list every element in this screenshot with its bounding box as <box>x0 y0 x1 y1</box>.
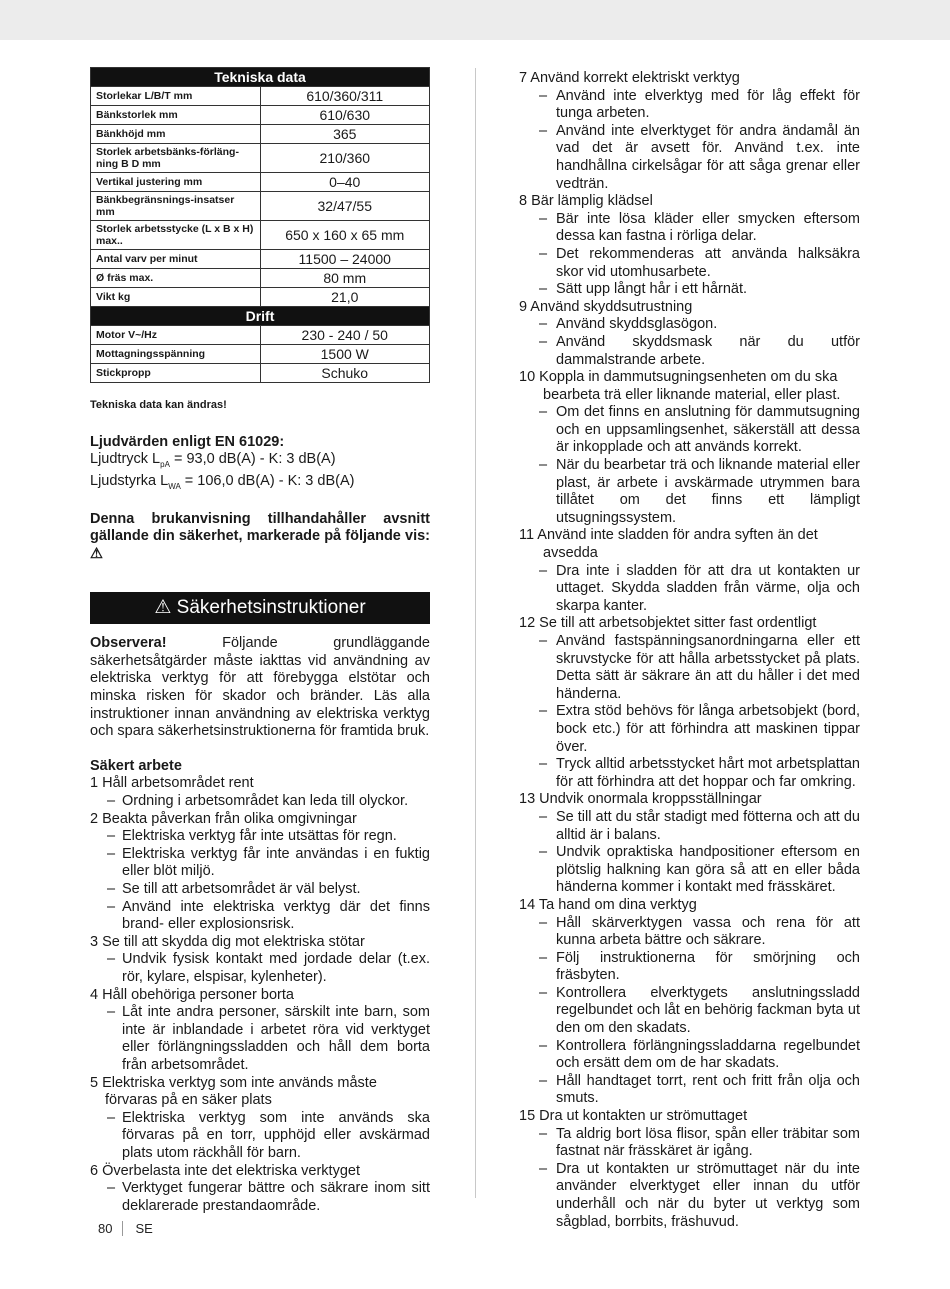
dash-bullet: – <box>539 914 548 931</box>
instruction-heading: 15 Dra ut kontakten ur strömuttaget <box>519 1108 748 1125</box>
instruction-point-text: Dra inte i sladden för att dra ut kontakten ur uttaget. Skydda sladden från värme, olja och skarpa kanter. <box>556 562 860 614</box>
spec-value: 650 x 160 x 65 mm <box>260 221 430 250</box>
safety-heading-bar <box>90 592 430 624</box>
instruction-point <box>519 633 860 703</box>
instruction-item <box>519 615 860 791</box>
table-row <box>91 106 430 125</box>
language-code: SE <box>135 1221 153 1236</box>
instruction-point-text: Dra ut kontakten ur strömuttaget när du inte använder elverktyget eller innan du utför underhåll och när du byter ut verktyg som sågblad, borrbits, fräshuvud. <box>556 1160 860 1230</box>
table-row <box>91 326 430 345</box>
spec-label: Motor V~/Hz <box>91 326 261 345</box>
instruction-point <box>90 881 430 899</box>
instruction-heading: 10 Koppla in dammutsugningsenheten om du ska bearbeta trä eller liknande material, eller plast. <box>519 369 841 403</box>
instruction-point <box>90 1004 430 1074</box>
instruction-point <box>90 828 430 846</box>
instruction-point <box>519 844 860 897</box>
instruction-point <box>519 246 860 281</box>
dash-bullet: – <box>539 844 548 861</box>
safety-heading: Säkerhetsinstruktioner <box>176 597 366 619</box>
instruction-point-text: Om det finns en anslutning för dammutsugning och en uppsamlingsenhet, säkerställ att dessa är inkopplade och att används korrekt. <box>556 404 860 456</box>
dash-bullet: – <box>107 951 116 968</box>
instruction-point-text: Låt inte andra personer, särskilt inte barn, som inte är inblandade i arbetet röra vid verktyget eller förlängningssladden och håll dem borta från arbetsområdet. <box>122 1004 430 1073</box>
dash-bullet: – <box>107 898 116 915</box>
instruction-point <box>519 334 860 369</box>
instruction-point-text: Bär inte lösa kläder eller smycken eftersom dessa kan fastna i rörliga delar. <box>556 210 860 245</box>
instruction-point <box>519 950 860 985</box>
instruction-point-text: Använd skyddsglasögon. <box>556 316 718 333</box>
page-footer <box>98 1221 153 1236</box>
instruction-point-text: Håll skärverktygen vassa och rena för att kunna arbeta bättre och säkrare. <box>556 914 860 949</box>
instruction-point-text: När du bearbetar trä och liknande material eller plast, är arbete i avskärmade utrymmen bara tillåtet om det finns ett lämpligt utsugningssystem. <box>556 457 860 526</box>
instruction-point-text: Använd inte elverktyget för andra ändamål än vad det är avsett för. Använd t.ex. inte handhållna cirkelsågar för att såga grenar eller vedträn. <box>556 122 860 192</box>
warning-triangle-icon: ⚠ <box>154 597 172 619</box>
spec-label: Ø fräs max. <box>91 269 261 288</box>
dash-bullet: – <box>539 1125 548 1142</box>
dash-bullet: – <box>539 984 548 1001</box>
instruction-point <box>519 1126 860 1161</box>
table-row <box>91 144 430 173</box>
spec-label: Vikt kg <box>91 288 261 307</box>
table-row <box>91 173 430 192</box>
spec-label: Bänkstorlek mm <box>91 106 261 125</box>
instruction-point-text: Elektriska verktyg som inte används ska förvaras på en torr, upphöjd eller avskärmad plats utom räckhåll för barn. <box>122 1109 430 1161</box>
instruction-item <box>519 1108 860 1231</box>
instruction-point <box>90 846 430 881</box>
dash-bullet: – <box>539 756 548 773</box>
spec-label: Antal varv per minut <box>91 250 261 269</box>
dash-bullet: – <box>539 87 548 104</box>
instruction-item <box>519 369 860 527</box>
instruction-item <box>519 791 860 897</box>
dash-bullet: – <box>107 793 116 810</box>
dash-bullet: – <box>539 949 548 966</box>
instruction-point-text: Elektriska verktyg får inte användas i en fuktig eller blöt miljö. <box>122 845 430 880</box>
spec-value: 80 mm <box>260 269 430 288</box>
dash-bullet: – <box>539 333 548 350</box>
dash-bullet: – <box>539 210 548 227</box>
instruction-point <box>519 563 860 616</box>
table-heading: Tekniska data <box>91 68 430 87</box>
instruction-heading: 3 Se till att skydda dig mot elektriska stötar <box>90 933 365 950</box>
sound-power: Ljudstyrka $L_{WA} = 106,0$ dB(A) - K: 3 dB(A) <box>90 473 355 492</box>
instruction-item <box>90 1163 430 1216</box>
dash-bullet: – <box>539 281 548 298</box>
instruction-item <box>90 934 430 987</box>
table-row <box>91 87 430 106</box>
instruction-heading: 5 Elektriska verktyg som inte används måste förvaras på en säker plats <box>90 1074 377 1109</box>
instruction-point-text: Se till att du står stadigt med fötterna och att du alltid är i balans. <box>556 808 860 843</box>
instruction-heading: 4 Håll obehöriga personer borta <box>90 986 294 1003</box>
dash-bullet: – <box>107 881 116 897</box>
dash-bullet: – <box>539 1037 548 1054</box>
instruction-point-text: Sätt upp långt hår i ett hårnät. <box>556 281 748 298</box>
technical-data-table <box>90 67 430 383</box>
instruction-point-text: Se till att arbetsområdet är väl belyst. <box>122 881 361 897</box>
instruction-heading: 9 Använd skyddsutrustning <box>519 298 693 315</box>
instruction-point <box>519 404 860 457</box>
instruction-point <box>90 899 430 934</box>
right-instruction-list <box>519 70 860 1231</box>
table-header-row <box>91 68 430 87</box>
instruction-heading: 12 Se till att arbetsobjektet sitter fast ordentligt <box>519 615 817 632</box>
instruction-point <box>519 915 860 950</box>
instruction-heading: 8 Bär lämplig klädsel <box>519 193 653 210</box>
dash-bullet: – <box>539 1072 548 1089</box>
dash-bullet: – <box>107 845 116 862</box>
right-column <box>519 70 860 1231</box>
instruction-point-text: Verktyget fungerar bättre och säkrare inom sitt deklarerade prestandaområde. <box>122 1180 430 1214</box>
instruction-point <box>90 1180 430 1215</box>
instruction-point-text: Använd inte elektriska verktyg där det finns brand- eller explosionsrisk. <box>122 898 430 933</box>
table-row <box>91 192 430 221</box>
instruction-point <box>519 88 860 123</box>
instruction-point-text: Tryck alltid arbetsstycket hårt mot arbetsplattan för att förhindra att det hoppar och far omkring. <box>556 756 860 790</box>
instruction-point <box>519 1161 860 1231</box>
dash-bullet: – <box>107 828 116 845</box>
instruction-point <box>519 316 860 334</box>
spec-value: 610/360/311 <box>260 87 430 106</box>
instruction-item <box>90 987 430 1075</box>
instruction-point <box>90 793 430 811</box>
spec-label: Stickpropp <box>91 364 261 383</box>
spec-value: Schuko <box>260 364 430 383</box>
instruction-point-text: Elektriska verktyg får inte utsättas för regn. <box>122 828 397 845</box>
left-instruction-list <box>90 775 430 1215</box>
instruction-point-text: Kontrollera förlängningssladdarna regelbundet och ersätt dem om de har skadats. <box>556 1037 860 1072</box>
instruction-item <box>90 811 430 934</box>
instruction-point-text: Extra stöd behövs för långa arbetsobjekt (bord, bock etc.) för att förhindra att maskinen tippar över. <box>556 703 860 755</box>
instruction-point <box>519 1038 860 1073</box>
top-band <box>0 0 950 40</box>
dash-bullet: – <box>539 703 548 720</box>
instruction-point <box>519 211 860 246</box>
instruction-point-text: Kontrollera elverktygets anslutningssladd regelbundet och låt en behörig fackman byta ut den om den skadats. <box>556 984 860 1037</box>
instruction-point-text: Använd fastspänningsanordningarna eller ett skruvstycke för att hålla arbetsstycket på plats. Detta sätt är säkrare än att du håller i det med händerna. <box>556 633 860 702</box>
table-row <box>91 345 430 364</box>
instruction-item <box>519 897 860 1108</box>
spec-label: Bänkbegränsnings-insatser mm <box>91 192 261 221</box>
column-divider <box>475 68 476 1198</box>
instruction-point-text: Ta aldrig bort lösa flisor, spån eller träbitar som fastnat när frässkäret är igång. <box>556 1125 860 1160</box>
instruction-item <box>90 1075 430 1163</box>
table-row <box>91 125 430 144</box>
table-row <box>91 221 430 250</box>
instruction-item <box>90 775 430 810</box>
instruction-point <box>519 1073 860 1108</box>
dash-bullet: – <box>539 562 548 579</box>
instruction-point-text: Det rekommenderas att använda halksäkra skor vid utomhusarbete. <box>556 245 860 280</box>
instruction-heading: 6 Överbelasta inte det elektriska verktyget <box>90 1162 360 1179</box>
dash-bullet: – <box>107 1004 116 1021</box>
instruction-point-text: Undvik fysisk kontakt med jordade delar (t.ex. rör, kylare, elspisar, kylenheter). <box>122 951 430 985</box>
instruction-heading: 2 Beakta påverkan från olika omgivningar <box>90 810 357 827</box>
dash-bullet: – <box>539 808 548 825</box>
spec-value: 230 - 240 / 50 <box>260 326 430 345</box>
dash-bullet: – <box>539 633 548 649</box>
instruction-item <box>519 70 860 193</box>
instruction-point <box>519 703 860 756</box>
spec-value: 210/360 <box>260 144 430 173</box>
table-row <box>91 269 430 288</box>
sound-pressure: Ljudtryck $L_{pA} = 93,0$ dB(A) - K: 3 dB(A) <box>90 451 336 469</box>
spec-value: 21,0 <box>260 288 430 307</box>
dash-bullet: – <box>107 1109 116 1126</box>
instruction-point-text: Använd inte elverktyg med för låg effekt för tunga arbeten. <box>556 87 860 122</box>
instruction-point <box>519 985 860 1038</box>
instruction-heading: 11 Använd inte sladden för andra syften än det avsedda <box>519 527 818 562</box>
instruction-item <box>519 193 860 299</box>
spec-label: Bänkhöjd mm <box>91 125 261 144</box>
dash-bullet: – <box>539 122 548 139</box>
spec-value: 32/47/55 <box>260 192 430 221</box>
dash-bullet: – <box>539 404 548 421</box>
safety-intro-text: Denna brukanvisning tillhandahåller avsnitt gällande din säkerhet, markerade på följande vis: ⚠ <box>90 510 430 562</box>
safe-work-heading: Säkert arbete <box>90 757 182 774</box>
spec-value: 365 <box>260 125 430 144</box>
table-header-row <box>91 307 430 326</box>
dash-bullet: – <box>539 1160 548 1177</box>
observe-paragraph: Observera! Följande grundläggande säkerhetsåtgärder måste iakttas vid användning av elektriska verktyg för att förebygga elstötar och minska risken för skador och bränder. Läs alla instruktioner innan användning av elektriska verktyg och spara säkerhetsinstruktionerna för framtida bruk. <box>90 635 430 740</box>
instruction-item <box>519 527 860 615</box>
dash-bullet: – <box>539 245 548 262</box>
spec-value: 0–40 <box>260 173 430 192</box>
instruction-point <box>519 809 860 844</box>
instruction-point <box>519 123 860 193</box>
dash-bullet: – <box>107 1180 116 1197</box>
spec-value: 1500 W <box>260 345 430 364</box>
table-row <box>91 288 430 307</box>
instruction-point <box>519 756 860 791</box>
instruction-point <box>90 1110 430 1163</box>
instruction-point-text: Ordning i arbetsområdet kan leda till olyckor. <box>122 793 409 810</box>
sound-values-heading: Ljudvärden enligt EN 61029: <box>90 434 285 450</box>
spec-label: Storlekar L/B/T mm <box>91 87 261 106</box>
instruction-heading: 13 Undvik onormala kroppsställningar <box>519 791 762 808</box>
page-number: 80 <box>98 1221 123 1236</box>
spec-label: Storlek arbetsstycke (L x B x H) max.. <box>91 221 261 250</box>
instruction-heading: 14 Ta hand om dina verktyg <box>519 896 697 913</box>
instruction-point-text: Använd skyddsmask när du utför dammalstrande arbete. <box>556 333 860 368</box>
spec-label: Vertikal justering mm <box>91 173 261 192</box>
spec-label: Storlek arbetsbänks-förläng-ning B D mm <box>91 144 261 173</box>
spec-label: Mottagningsspänning <box>91 345 261 364</box>
spec-value: 610/630 <box>260 106 430 125</box>
dash-bullet: – <box>539 457 548 474</box>
instruction-point <box>519 281 860 299</box>
instruction-point <box>90 951 430 986</box>
change-note: Tekniska data kan ändras! <box>90 399 227 411</box>
instruction-heading: 7 Använd korrekt elektriskt verktyg <box>519 70 740 86</box>
table-row <box>91 364 430 383</box>
instruction-point-text: Följ instruktionerna för smörjning och fräsbyten. <box>556 949 860 984</box>
instruction-point-text: Håll handtaget torrt, rent och fritt från olja och smuts. <box>556 1072 860 1107</box>
table-row <box>91 250 430 269</box>
instruction-item <box>519 299 860 369</box>
spec-value: 11500 – 24000 <box>260 250 430 269</box>
instruction-point-text: Undvik opraktiska handpositioner eftersom en plötslig halkning kan göra så att en eller båda händerna kommer i kontakt med frässkäret. <box>556 844 860 896</box>
dash-bullet: – <box>539 316 548 333</box>
left-column <box>90 67 430 1215</box>
instruction-point <box>519 457 860 527</box>
instruction-heading: 1 Håll arbetsområdet rent <box>90 775 254 792</box>
table-heading: Drift <box>91 307 430 326</box>
